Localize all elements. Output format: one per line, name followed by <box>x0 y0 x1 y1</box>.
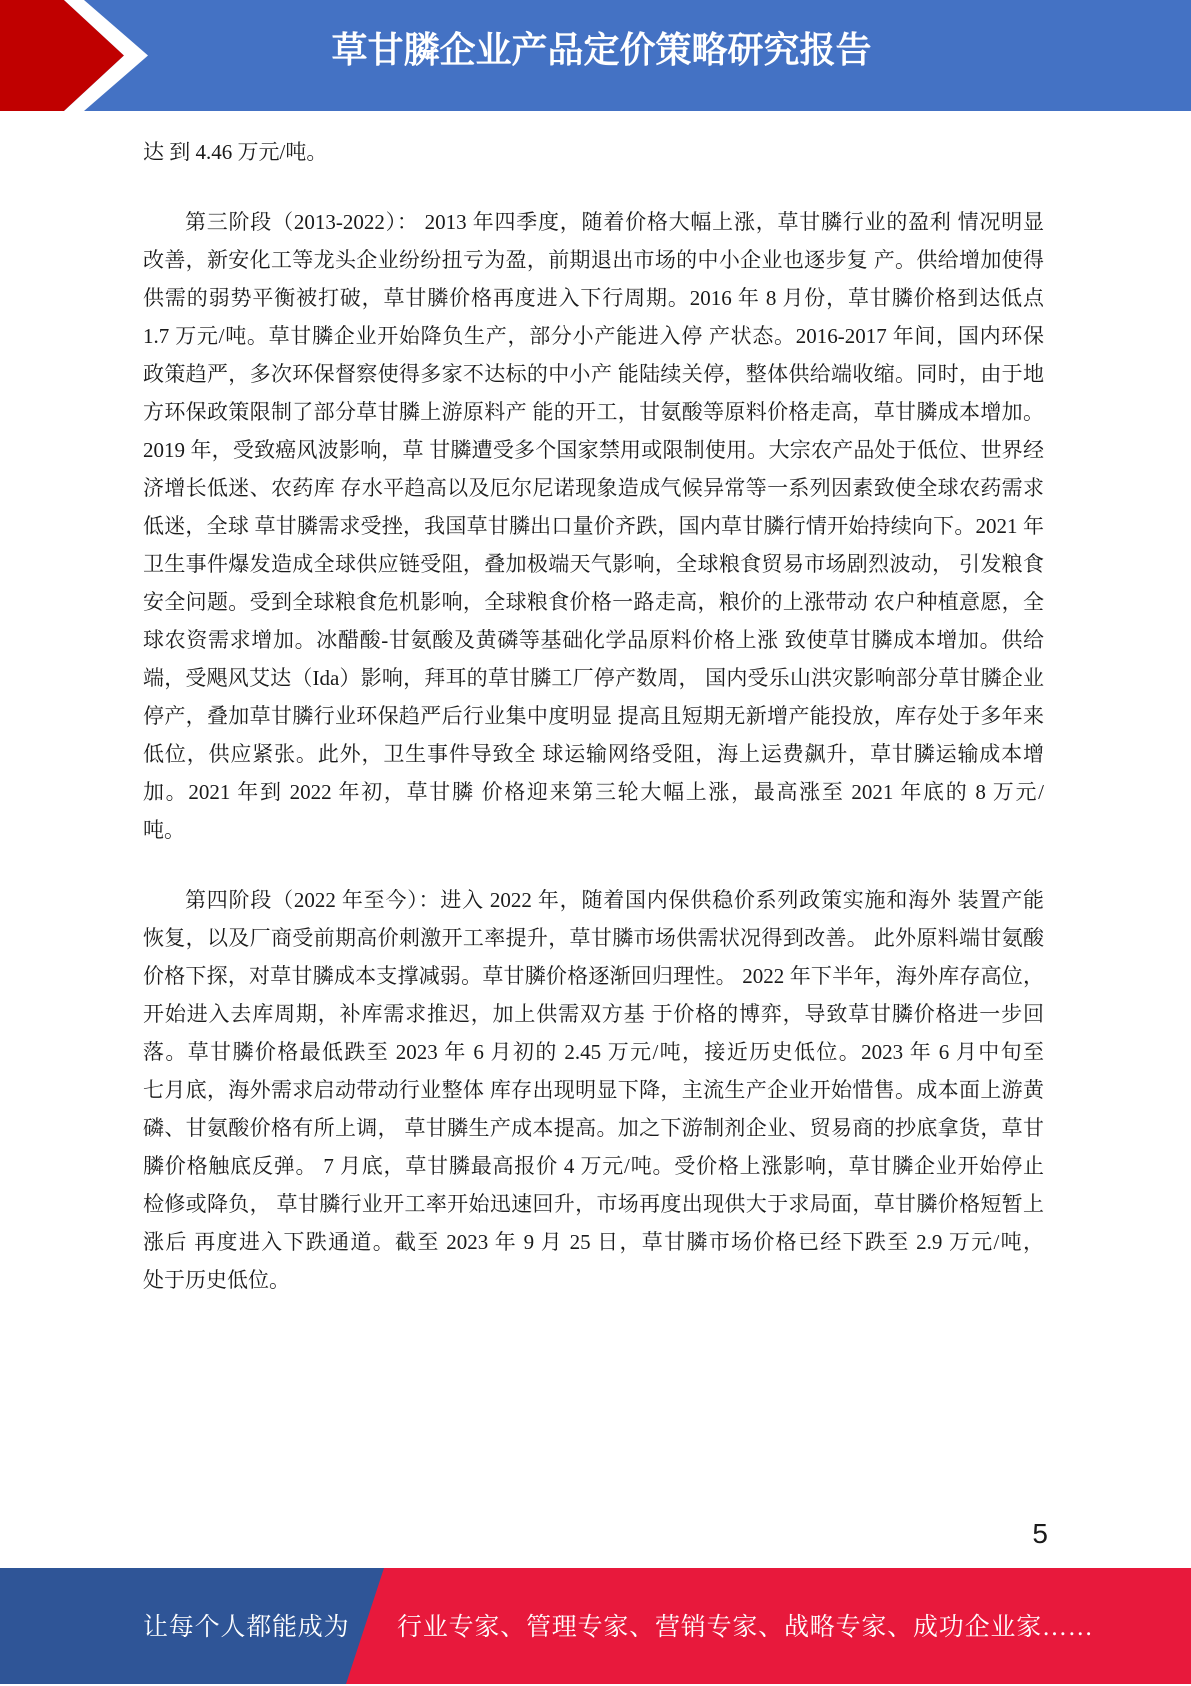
text-line: 处于历史低位。 <box>143 1268 290 1292</box>
paragraph-stage-four <box>143 881 1044 1299</box>
page-number: 5 <box>1032 1518 1048 1549</box>
text-line: 2019 年，受致癌风波影响，草 甘膦遭受多个国家禁用或限制使用。大宗农产品处于低位、世界经 <box>143 438 1044 462</box>
text-line: 低迷，全球 草甘膦需求受挫，我国草甘膦出口量价齐跌，国内草甘膦行情开始持续向下。2021 年 <box>143 514 1044 538</box>
text-line: 开始进入去库周期，补库需求推迟，加上供需双方基 于价格的博弈，导致草甘膦价格进一步回 <box>143 1002 1044 1026</box>
text-line: 低位，供应紧张。此外，卫生事件导致全 球运输网络受阻，海上运费飙升，草甘膦运输成本增 <box>143 742 1044 766</box>
text-line: 达 到 4.46 万元/吨。 <box>143 140 328 164</box>
text-line: 吨。 <box>143 818 185 842</box>
text-line: 政策趋严，多次环保督察使得多家不达标的中小产 能陆续关停，整体供给端收缩。同时，由于地 <box>143 362 1044 386</box>
text-line: 第三阶段（2013-2022）： 2013 年四季度，随着价格大幅上涨，草甘膦行业的盈利 情况明显 <box>185 210 1044 234</box>
document-title: 草甘膦企业产品定价策略研究报告 <box>331 29 872 70</box>
text-line: 加。2021 年到 2022 年初，草甘膦 价格迎来第三轮大幅上涨，最高涨至 2021 年底的 8 万元/ <box>143 780 1044 804</box>
text-line: 改善，新安化工等龙头企业纷纷扭亏为盈，前期退出市场的中小企业也逐步复 产。供给增加使得 <box>143 248 1044 272</box>
text-line: 第四阶段（2022 年至今）：进入 2022 年，随着国内保供稳价系列政策实施和海外 装置产能 <box>185 888 1044 912</box>
text-line: 涨后 再度进入下跌通道。截至 2023 年 9 月 25 日，草甘膦市场价格已经下跌至 2.9 万元/吨， <box>143 1230 1044 1254</box>
text-line: 供需的弱势平衡被打破，草甘膦价格再度进入下行周期。2016 年 8 月份，草甘膦价格到达低点 <box>143 286 1044 310</box>
text-line: 卫生事件爆发造成全球供应链受阻，叠加极端天气影响，全球粮食贸易市场剧烈波动， 引发粮食 <box>143 552 1044 576</box>
text-line: 方环保政策限制了部分草甘膦上游原料产 能的开工，甘氨酸等原料价格走高，草甘膦成本增加。 <box>143 400 1044 424</box>
page-header <box>0 0 1191 111</box>
text-line: 停产，叠加草甘膦行业环保趋严后行业集中度明显 提高且短期无新增产能投放，库存处于多年来 <box>143 704 1044 728</box>
text-line: 1.7 万元/吨。草甘膦企业开始降负生产，部分小产能进入停 产状态。2016-2017 年间，国内环保 <box>143 324 1044 348</box>
text-line: 安全问题。受到全球粮食危机影响，全球粮食价格一路走高，粮价的上涨带动 农户种植意愿，全 <box>143 590 1044 614</box>
text-line: 球农资需求增加。冰醋酸-甘氨酸及黄磷等基础化学品原料价格上涨 致使草甘膦成本增加。供给 <box>143 628 1044 652</box>
footer-slogan-lead: 让每个人都能成为 <box>143 1614 350 1641</box>
text-line: 济增长低迷、农药库 存水平趋高以及厄尔尼诺现象造成气候异常等一系列因素致使全球农药需求 <box>143 476 1044 500</box>
text-line: 端，受飓风艾达（Ida）影响，拜耳的草甘膦工厂停产数周， 国内受乐山洪灾影响部分草甘膦企业 <box>143 666 1044 690</box>
text-line: 恢复，以及厂商受前期高价刺激开工率提升，草甘膦市场供需状况得到改善。 此外原料端甘氨酸 <box>143 926 1044 950</box>
footer-slogan-roles: 行业专家、管理专家、营销专家、战略专家、成功企业家…… <box>397 1614 1094 1641</box>
paragraph-continuation <box>143 133 1044 171</box>
text-line: 磷、甘氨酸价格有所上调， 草甘膦生产成本提高。加之下游制剂企业、贸易商的抄底拿货，草甘 <box>143 1116 1044 1140</box>
document-body <box>143 133 1044 1299</box>
text-line: 落。草甘膦价格最低跌至 2023 年 6 月初的 2.45 万元/吨，接近历史低位。2023 年 6 月中旬至 <box>143 1040 1044 1064</box>
text-line: 七月底，海外需求启动带动行业整体 库存出现明显下降，主流生产企业开始惜售。成本面上游黄 <box>143 1078 1044 1102</box>
text-line: 检修或降负， 草甘膦行业开工率开始迅速回升，市场再度出现供大于求局面，草甘膦价格短暂上 <box>143 1192 1044 1216</box>
text-line: 膦价格触底反弹。 7 月底，草甘膦最高报价 4 万元/吨。受价格上涨影响，草甘膦企业开始停止 <box>143 1154 1044 1178</box>
page-footer <box>0 1568 1191 1684</box>
text-line: 价格下探，对草甘膦成本支撑减弱。草甘膦价格逐渐回归理性。 2022 年下半年，海外库存高位， <box>143 964 1044 988</box>
paragraph-stage-three <box>143 203 1044 849</box>
